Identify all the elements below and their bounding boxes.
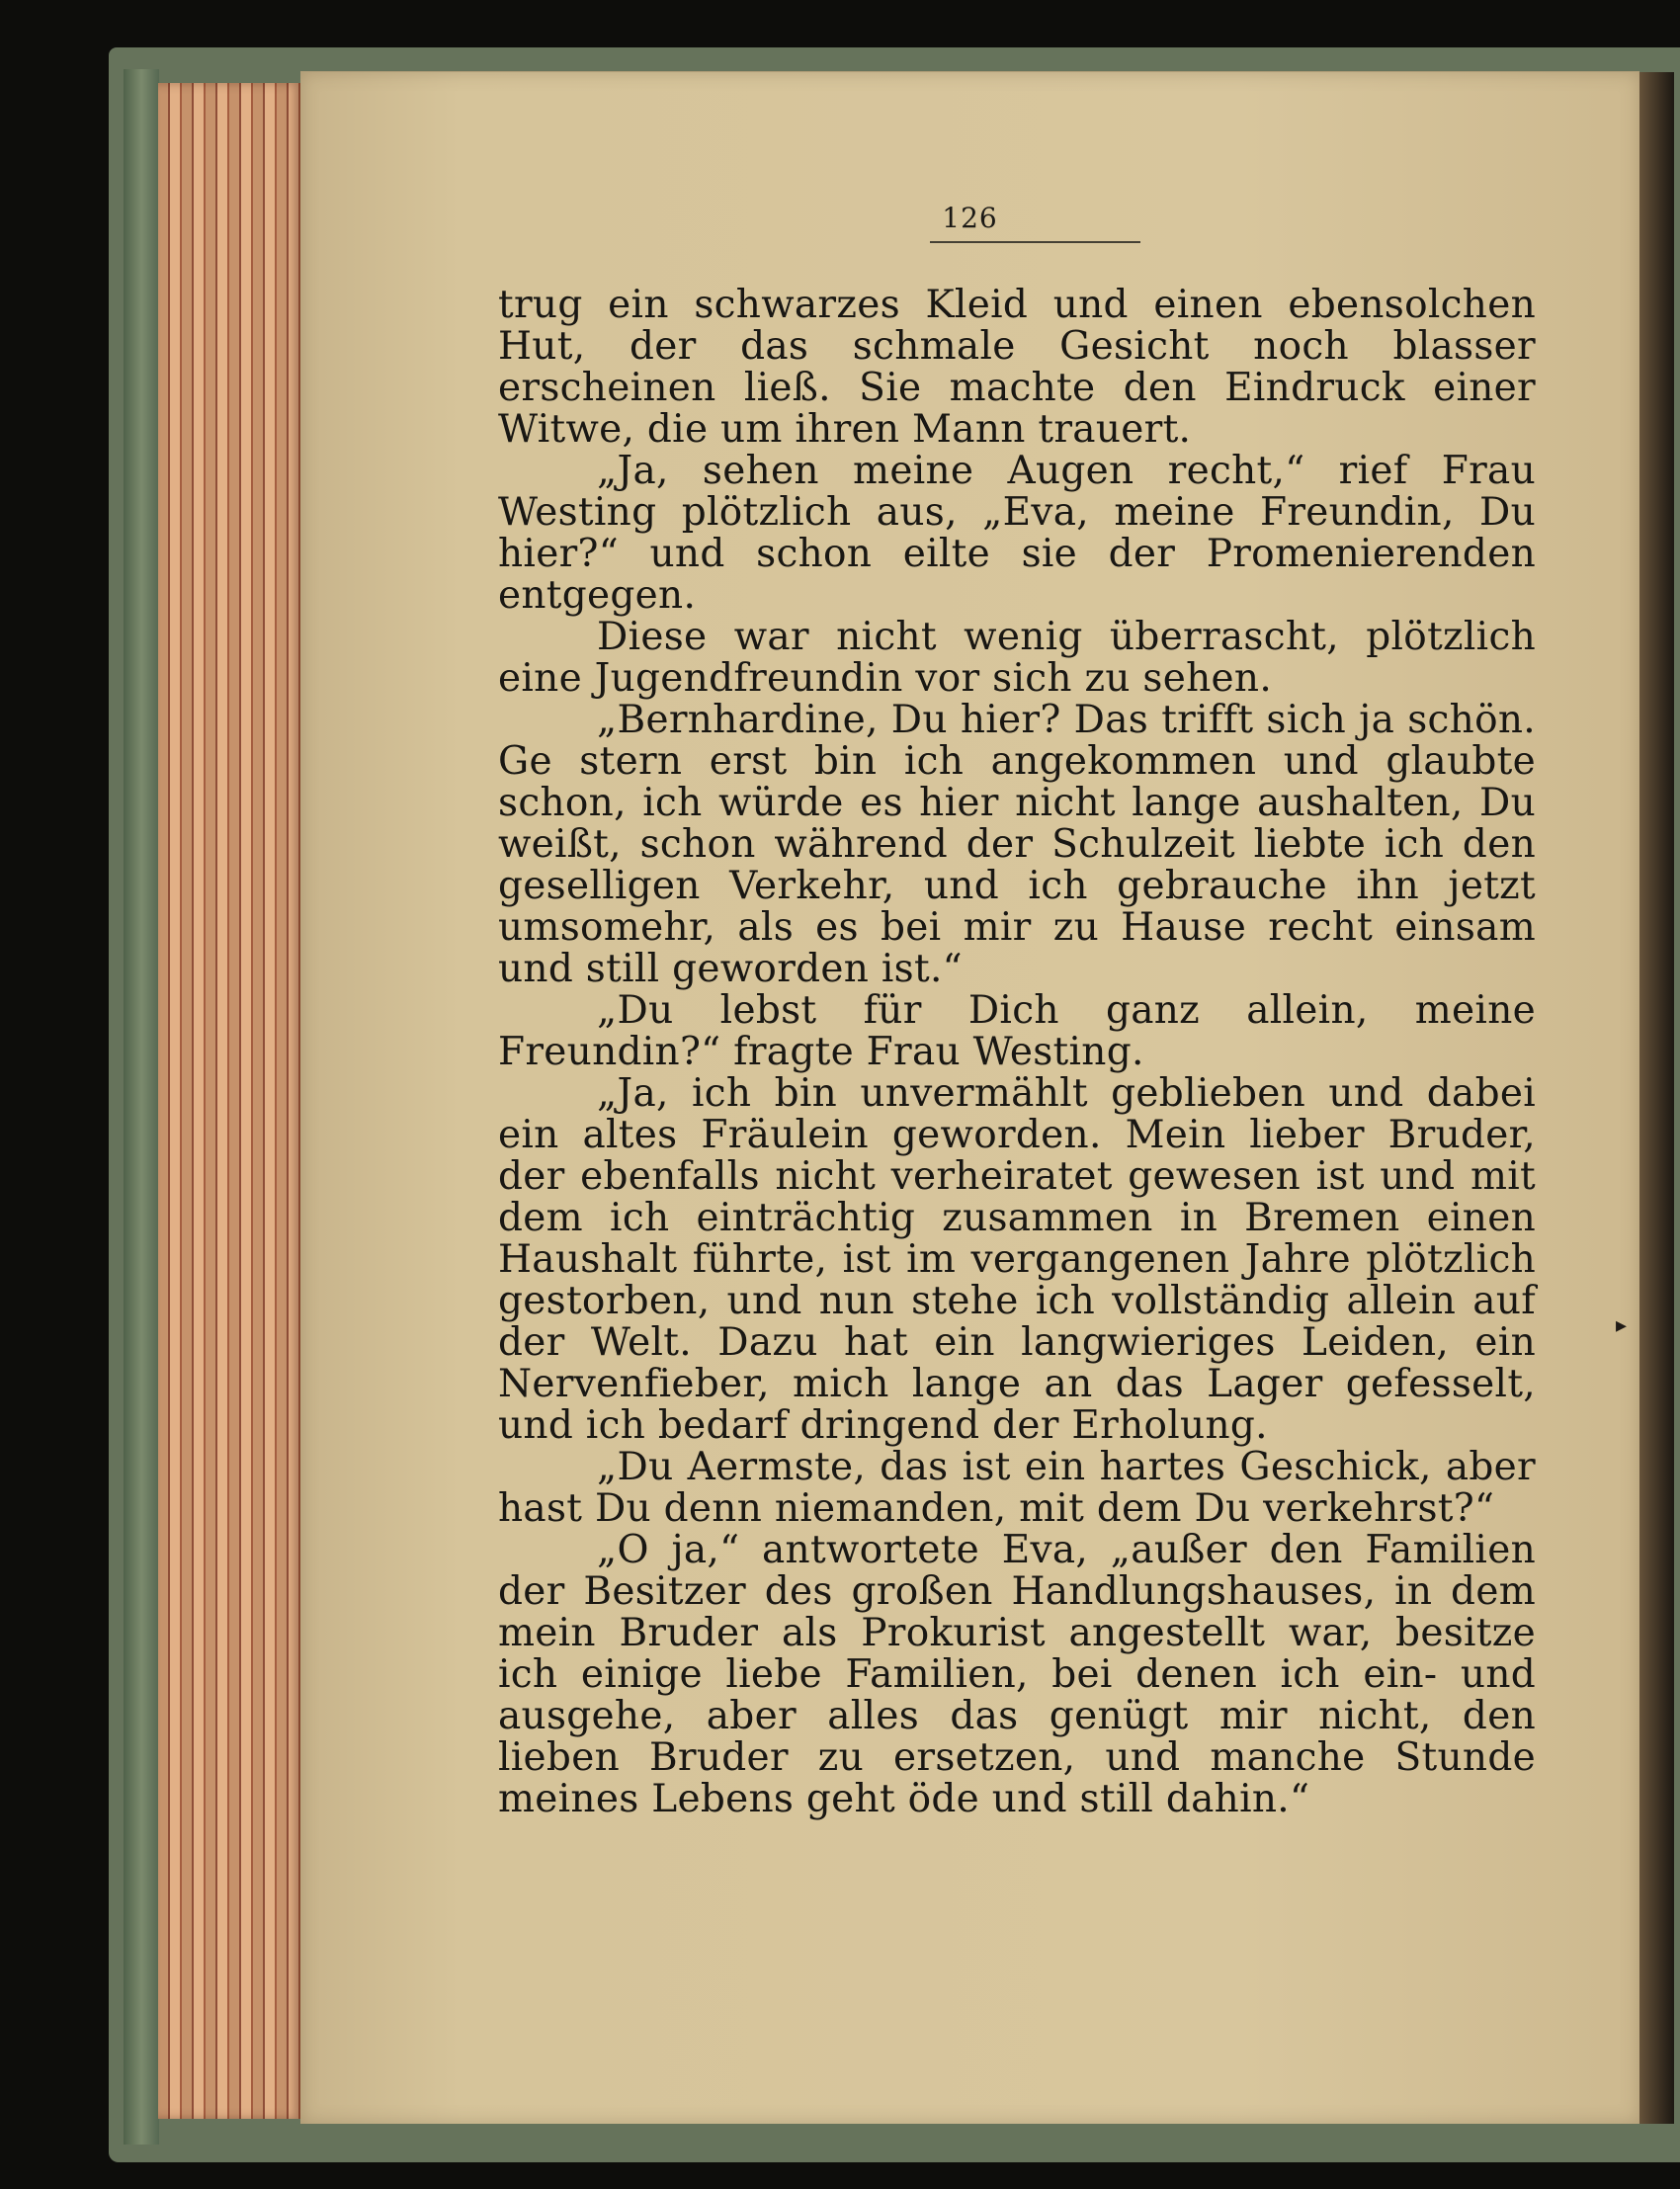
page-number-rule — [930, 241, 1140, 243]
paragraph: Diese war nicht wenig überrascht, plötzlich eine Jugendfreundin vor sich zu sehen. — [498, 615, 1536, 701]
paragraph: trug ein schwarzes Kleid und einen ebensolchen Hut, der das schmale Gesicht noch blasser erscheinen ließ. Sie machte den Eindruck einer Witwe, die um ihren Mann trauert. — [498, 283, 1536, 452]
paragraph: „Ja, ich bin unvermählt geblieben und dabei ein altes Fräulein geworden. Mein lieber Bruder, der ebenfalls nicht verheiratet gewesen ist und mit dem ich einträchtig zusammen in Bremen einen Haushalt führte, ist im vergangenen Jahre plötzlich gestorben, und nun stehe ich vollständig allein auf der Welt. Dazu hat ein langwieriges Leiden, ein Nervenfieber, mich lange an das Lager gefesselt, und ich bedarf dringend der Erholung. — [498, 1071, 1536, 1448]
paragraph: „Ja, sehen meine Augen recht,“ rief Frau Westing plötzlich aus, „Eva, meine Freundin, Du hier?“ und schon eilte sie der Promenierenden entgegen. — [498, 449, 1536, 618]
paragraph: „Bernhardine, Du hier? Das trifft sich ja schön. Ge stern erst bin ich angekommen und glaubte schon, ich würde es hier nicht lange aushalten, Du weißt, schon während der Schulzeit liebte ich den geselligen Verkehr, und ich gebrauche ihn jetzt umsomehr, als es bei mir zu Hause recht einsam und still geworden ist.“ — [498, 698, 1536, 991]
book-spine — [124, 69, 159, 2145]
page-edge-mark-icon: ▸ — [1616, 1313, 1628, 1338]
page-text — [498, 285, 1536, 1820]
page-number: 126 — [942, 202, 998, 234]
paragraph: „Du lebst für Dich ganz allein, meine Freundin?“ fragte Frau Westing. — [498, 988, 1536, 1074]
paragraph: „Du Aermste, das ist ein hartes Geschick, aber hast Du denn niemanden, mit dem Du verkehrst?“ — [498, 1445, 1536, 1531]
page-edges — [158, 83, 302, 2119]
paragraph: „O ja,“ antwortete Eva, „außer den Familien der Besitzer des großen Handlungshauses, in dem mein Bruder als Prokurist angestellt war, besitze ich einige liebe Familien, bei denen ich ein- und ausgehe, aber alles das genügt mir nicht, den lieben Bruder zu ersetzen, und manche Stunde meines Lebens geht öde und still dahin.“ — [498, 1528, 1536, 1821]
book-page — [300, 71, 1639, 2124]
